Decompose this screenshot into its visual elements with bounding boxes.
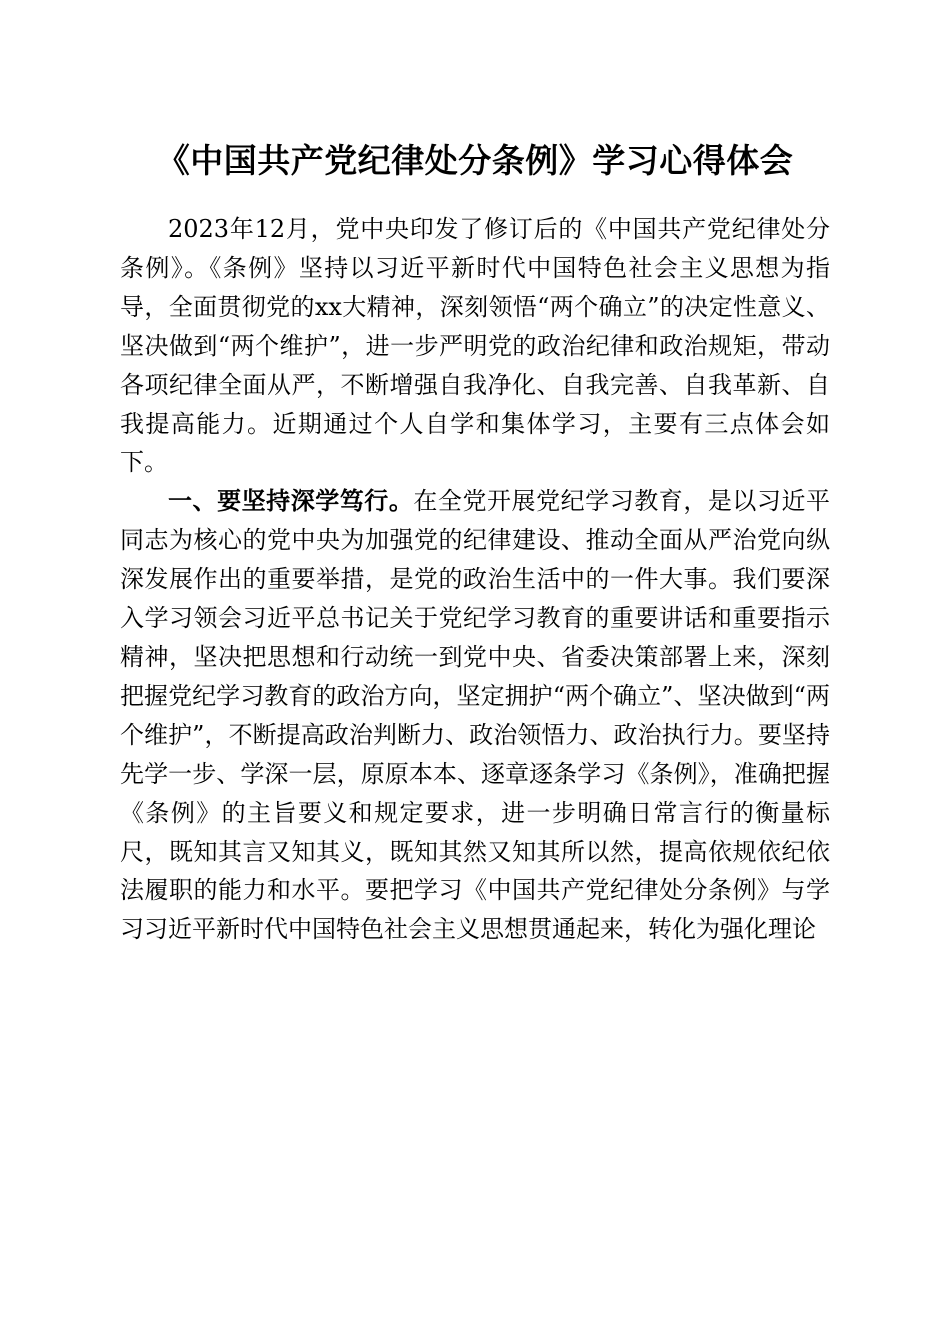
section-one-text: 在全党开展党纪学习教育，是以习近平同志为核心的党中央为加强党的纪律建设、推动全面从严治党向纵深发展作出的重要举措，是党的政治生活中的一件大事。我们要深入学习领会习近平总书记关于党纪学习教育的重要讲话和重要指示精神，坚决把思想和行动统一到党中央、省委决策部署上来，深刻把握党纪学习教育的政治方向，坚定拥护“两个确立”、坚决做到“两个维护”，不断提高政治判断力、政治领悟力、政治执行力。要坚持先学一步、学深一层，原原本本、逐章逐条学习《条例》，准确把握《条例》的主旨要义和规定要求，进一步明确日常言行的衡量标尺，既知其言又知其义，既知其然又知其所以然，提高依规依纪依法履职的能力和水平。要把学习《中国共产党纪律处分条例》与学习习近平新时代中国特色社会主义思想贯通起来，转化为强化理论 — [120, 487, 831, 944]
paragraph-intro — [120, 210, 830, 482]
section-one-heading: 一、要坚持深学笃行。 — [168, 487, 414, 516]
paragraph-section-one — [120, 482, 830, 949]
paragraph-intro-text: 2023年12月，党中央印发了修订后的《中国共产党纪律处分条例》。《条例》坚持以习近平新时代中国特色社会主义思想为指导，全面贯彻党的xx大精神，深刻领悟“两个确立”的决定性意义、坚决做到“两个维护”，进一步严明党的政治纪律和政治规矩，带动各项纪律全面从严，不断增强自我净化、自我完善、自我革新、自我提高能力。近期通过个人自学和集体学习，主要有三点体会如下。 — [120, 215, 830, 477]
document-title: 《中国共产党纪律处分条例》学习心得体会 — [156, 141, 794, 180]
document-body — [120, 210, 830, 949]
